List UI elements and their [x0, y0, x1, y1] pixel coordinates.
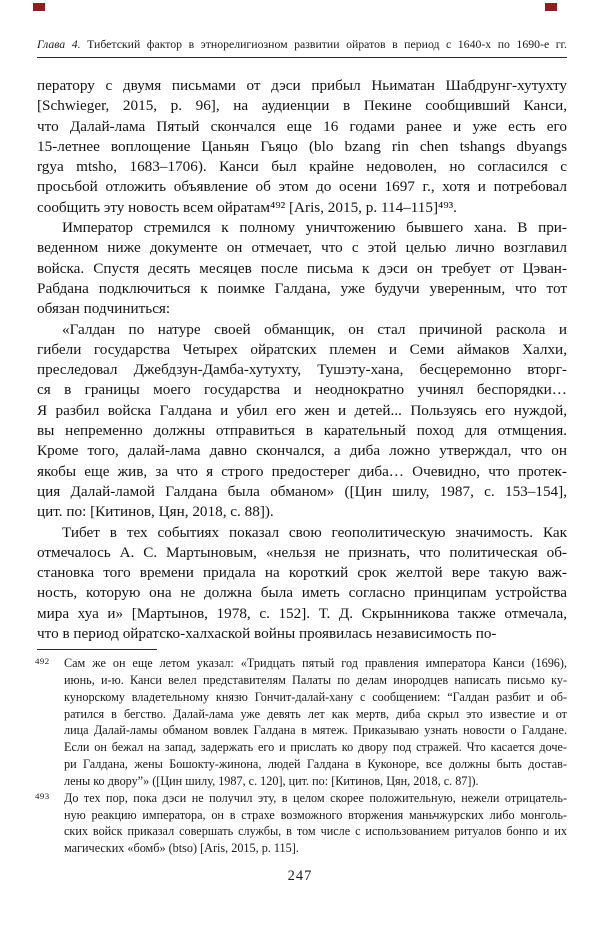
- text-line: Рабдана подключиться к поимке Галдана, уже будучи уверенным, что тот: [37, 279, 567, 297]
- footnote-line: ри Галдана, жены Бошокту-жинона, людей Галдана в Куконоре, все должны быть достав-: [64, 757, 567, 772]
- text-line: ся в границы моего государства и неоднократно учинял беспорядки…: [37, 381, 567, 399]
- paragraph: [37, 76, 567, 218]
- footnote: [37, 655, 567, 790]
- text-line: становка того времени придала на короткий срок желтой вере такую важ-: [37, 564, 567, 582]
- text-line: «Галдан по натуре своей обманщик, он стал причиной раскола и: [62, 320, 567, 338]
- text-line: что Далай-лама Пятый скончался еще 16 годами ранее и уже есть его: [37, 117, 567, 135]
- footnote-number: 492: [35, 656, 50, 666]
- footnote-line: лены ко двору”» ([Цин шилу, 1987, с. 120], цит. по: [Китинов, Цян, 2018, с. 87]).: [64, 773, 479, 788]
- scan-mark-left: [33, 3, 45, 11]
- footnotes: [37, 655, 567, 857]
- text-line: 15-летнее воплощение Цаньян Гьяцо (blo bzang rin chen tshangs dbyangs: [37, 137, 567, 155]
- body-text: [37, 76, 567, 644]
- chapter-title: Тибетский фактор в этнорелигиозном развитии ойратов в период с 1640-х по 1690-е гг.: [87, 37, 567, 51]
- text-line: ператору с двумя письмами от дэси прибыл Ньиматан Шабдрунг-хутухту: [37, 77, 567, 94]
- text-line: обязан подчиниться:: [37, 300, 171, 318]
- text-line: ность, которую она не должна была иметь согласно принципам устройства: [37, 584, 567, 602]
- running-header: [37, 37, 567, 51]
- text-line: якобы еще жив, за что я строго предостерег диба… Очевидно, что протек-: [37, 462, 567, 480]
- text-line: просьбой отложить объявление об этом до осени 1697 г., хотя и потребовал: [37, 178, 567, 196]
- text-line: rgya mtsho, 1683–1706). Канси был крайне недоволен, но согласился с: [37, 158, 567, 176]
- footnote-number: 493: [35, 790, 50, 801]
- text-line: Император стремился к полному уничтожению бывшего хана. В при-: [62, 219, 567, 237]
- paragraph: [37, 320, 567, 523]
- text-line: вы непременно должны отправиться в карательный поход для отмщения.: [37, 422, 567, 440]
- footnote-line: ную реакцию императора, он в страхе возможного вторжения маньчжурских либо монголь-: [64, 807, 567, 822]
- chapter-label: Глава 4.: [37, 37, 81, 51]
- text-line: ция Далай-ламой Галдана была обманом» ([Цин шилу, 1987, с. 153–154],: [37, 482, 567, 500]
- footnote-line: кунорскому владетельному князю Гончит-далай-хану с сообщением: “Галдан разбит и об-: [64, 689, 567, 704]
- text-line: Кроме того, далай-лама давно скончался, а диба ложно утверждал, что он: [37, 442, 567, 460]
- footnote-line: ских войск приказал совершать службы, в том числе с использованием ритуалов бонпо и их: [64, 824, 567, 839]
- text-line: мира хуа и» [Мартынов, 1978, с. 152]. Т. Д. Скрынникова также отмечала,: [37, 604, 567, 622]
- footnote-line: лица Далай-ламы обманом вовлек Галдана в мятеж. Приказываю узнать новости о Галдане.: [64, 723, 567, 738]
- footnote-line: Если он бежал на запад, задержать его и прислать ко двору под стражей. Что касается доче-: [64, 740, 567, 755]
- page-number: 247: [287, 868, 313, 884]
- footnote-line: Сам же он еще летом указал: «Тридцать пятый год правления императора Канси (1696),: [64, 656, 567, 670]
- text-line: Тибет в тех событиях показал свою геополитическую значимость. Как: [62, 523, 567, 541]
- paragraph: [37, 218, 567, 319]
- header-rule: [37, 57, 567, 58]
- text-line: цит. по: [Китинов, Цян, 2018, с. 88]).: [37, 503, 274, 521]
- footnote: [37, 790, 567, 857]
- paragraph: [37, 523, 567, 645]
- footnote-line: До тех пор, пока дэси не получил эту, в целом скорее положительную, нежели отрицатель-: [64, 790, 567, 805]
- footnote-separator: [37, 649, 157, 650]
- text-line: отмечалось А. С. Мартыновым, «нельзя не признать, что политическая об-: [37, 543, 567, 561]
- footnote-line: магических «бомб» (btso) [Aris, 2015, p. 115].: [64, 841, 299, 856]
- text-line: войска. Спустя десять месяцев после письма к дэси он требует от Цэван-: [37, 259, 567, 277]
- text-line: сообщить эту новость всем ойратам⁴⁹² [Aris, 2015, p. 114–115]⁴⁹³.: [37, 198, 457, 216]
- text-line: веденном ниже документе он отмечает, что с этой целью лично возглавил: [37, 239, 567, 257]
- text-line: что в период ойратско-халхаской войны проявилась независимость по-: [37, 625, 497, 643]
- text-line: гибели государства Четырех ойратских племен и Семи аймаков Халхи,: [37, 340, 567, 358]
- footnote-line: июнь, и-ю. Канси велел представителям Палаты по делам инородцев написать письмо ку-: [64, 672, 567, 687]
- text-line: преследовал Джебдзун-Дамба-хутухту, Тушэту-хана, бесцеремонно вторг-: [37, 361, 567, 379]
- footnote-line: ратился в бегство. Далай-лама уже девять лет как мертв, диба скрыл это известие и от: [64, 706, 567, 721]
- text-line: Я разбил войска Галдана и убил его жен и детей... Пользуясь его нуждой,: [37, 401, 567, 419]
- scan-mark-right: [545, 3, 557, 11]
- text-line: [Schwieger, 2015, p. 96], на аудиенции в Пекине сообщивший Канси,: [37, 97, 567, 115]
